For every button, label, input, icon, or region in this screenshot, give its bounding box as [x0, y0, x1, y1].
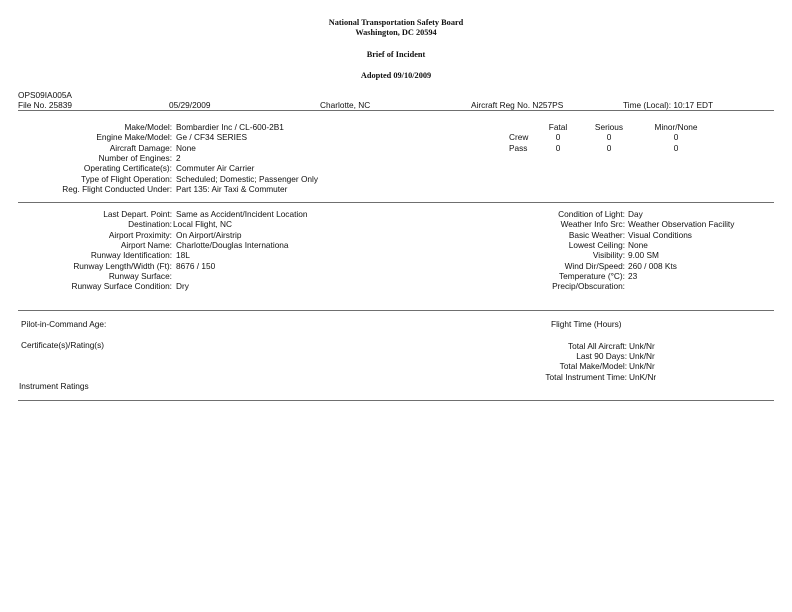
field-label: Destination: — [128, 219, 172, 230]
adopted-date: Adopted 09/10/2009 — [360, 71, 432, 80]
row-label: Crew — [509, 132, 529, 143]
location-row — [0, 219, 400, 229]
flight-time-title: Flight Time (Hours) — [551, 319, 622, 329]
field-value: Unk/Nr — [629, 361, 655, 371]
weather-row — [520, 281, 792, 291]
field-label: Runway Surface Condition: — [71, 281, 172, 292]
field-label: Engine Make/Model: — [96, 132, 172, 143]
field-value: Scheduled; Domestic; Passenger Only — [176, 173, 319, 184]
field-value: Commuter Air Carrier — [176, 163, 255, 174]
certificates-label: Certificate(s)/Rating(s) — [21, 340, 104, 350]
field-value: Weather Observation Facility — [628, 219, 735, 230]
location-info — [0, 209, 400, 294]
weather-row — [520, 271, 792, 281]
field-label: Lowest Ceiling: — [568, 239, 625, 250]
field-label: Last 90 Days: — [576, 350, 627, 361]
weather-row — [520, 230, 792, 240]
divider — [18, 202, 774, 203]
field-value: None — [176, 142, 196, 153]
agency-name: National Transportation Safety Board — [328, 18, 464, 27]
file-number: File No. 25839 — [18, 100, 72, 110]
divider — [18, 110, 774, 111]
field-label: Aircraft Damage: — [109, 142, 172, 153]
field-label: Number of Engines: — [98, 152, 172, 163]
field-value: On Airport/Airstrip — [176, 229, 242, 240]
field-value: Unk/Nr — [629, 341, 655, 351]
incident-date: 05/29/2009 — [169, 100, 211, 110]
local-time: Time (Local): 10:17 EDT — [623, 100, 714, 110]
field-value: Part 135: Air Taxi & Commuter — [176, 183, 288, 194]
field-label: Condition of Light: — [558, 209, 625, 219]
field-label: Wind Dir/Speed: — [564, 260, 625, 271]
aircraft-row — [0, 163, 400, 173]
divider — [18, 310, 774, 311]
location-row — [0, 271, 400, 281]
weather-row — [520, 209, 792, 219]
aircraft-info — [0, 122, 400, 197]
injury-row — [500, 132, 740, 142]
weather-row — [520, 250, 792, 260]
field-label: Visibility: — [592, 250, 625, 261]
field-value: Dry — [176, 281, 189, 292]
column-header: Fatal — [548, 122, 568, 132]
field-value: 8676 / 150 — [176, 260, 216, 271]
aircraft-row — [0, 153, 400, 163]
pilot-age-label: Pilot-in-Command Age: — [21, 319, 107, 329]
injury-value: 0 — [673, 142, 679, 153]
field-value: Visual Conditions — [628, 229, 692, 240]
flight-time-table — [520, 341, 792, 383]
document-type: Brief of Incident — [366, 50, 426, 59]
weather-row — [520, 240, 792, 250]
field-label: Weather Info Src: — [560, 219, 625, 230]
field-label: Operating Certificate(s): — [83, 163, 172, 174]
field-label: Precip/Obscuration: — [552, 281, 625, 292]
field-value: 2 — [176, 152, 181, 163]
injury-value: 0 — [555, 132, 561, 143]
weather-info — [520, 209, 792, 294]
field-value: None — [628, 239, 648, 250]
injury-table — [500, 122, 740, 154]
aircraft-reg: Aircraft Reg No. N257PS — [471, 100, 564, 110]
field-label: Last Depart. Point: — [103, 209, 172, 219]
field-value: UnK/Nr — [629, 371, 657, 382]
field-label: Reg. Flight Conducted Under: — [62, 183, 172, 194]
location-row — [0, 209, 400, 219]
field-value: Same as Accident/Incident Location — [176, 209, 308, 219]
field-label: Type of Flight Operation: — [81, 173, 172, 184]
flight-time-row — [520, 351, 792, 361]
field-value: Charlotte/Douglas Internationa — [176, 239, 289, 250]
divider — [18, 400, 774, 401]
field-value: 18L — [176, 250, 190, 261]
injury-value: 0 — [606, 132, 612, 143]
aircraft-row — [0, 122, 400, 132]
column-header: Minor/None — [654, 122, 698, 132]
incident-city: Charlotte, NC — [320, 100, 371, 110]
location-row — [0, 250, 400, 260]
field-label: Runway Identification: — [90, 250, 172, 261]
row-label: Pass — [509, 142, 528, 153]
field-label: Total All Aircraft: — [567, 341, 627, 351]
field-label: Make/Model: — [124, 122, 172, 132]
injury-value: 0 — [555, 142, 561, 153]
location-row — [0, 281, 400, 291]
field-label: Basic Weather: — [568, 229, 625, 240]
location-row — [0, 230, 400, 240]
aircraft-row — [0, 143, 400, 153]
weather-row — [520, 219, 792, 229]
aircraft-row — [0, 174, 400, 184]
location-row — [0, 240, 400, 250]
field-value: Local Flight, NC — [173, 219, 233, 230]
location-row — [0, 261, 400, 271]
field-label: Runway Length/Width (Ft): — [73, 260, 172, 271]
instrument-ratings-label: Instrument Ratings — [19, 381, 89, 391]
injury-value: 0 — [606, 142, 612, 153]
column-header: Serious — [594, 122, 624, 132]
field-label: Total Make/Model: — [559, 361, 627, 371]
field-label: Airport Proximity: — [108, 229, 172, 240]
injury-value: 0 — [673, 132, 679, 143]
injury-row — [500, 143, 740, 153]
field-value: 9.00 SM — [628, 250, 659, 261]
agency-location: Washington, DC 20594 — [355, 28, 437, 37]
field-label: Runway Surface: — [108, 270, 172, 281]
field-value: Ge / CF34 SERIES — [176, 132, 248, 143]
field-value: 23 — [628, 270, 638, 281]
flight-time-row — [520, 372, 792, 382]
field-label: Airport Name: — [120, 239, 172, 250]
aircraft-row — [0, 184, 400, 194]
field-value: Bombardier Inc / CL-600-2B1 — [176, 122, 284, 132]
injury-header-row — [500, 122, 740, 132]
field-value: Unk/Nr — [629, 350, 655, 361]
field-label: Total Instrument Time: — [545, 371, 627, 382]
case-id: OPS09IA005A — [18, 90, 72, 100]
aircraft-row — [0, 132, 400, 142]
field-value: Day — [628, 209, 643, 219]
field-label: Temperature (°C): — [558, 270, 625, 281]
flight-time-row — [520, 361, 792, 371]
weather-row — [520, 261, 792, 271]
field-value: 260 / 008 Kts — [628, 260, 677, 271]
